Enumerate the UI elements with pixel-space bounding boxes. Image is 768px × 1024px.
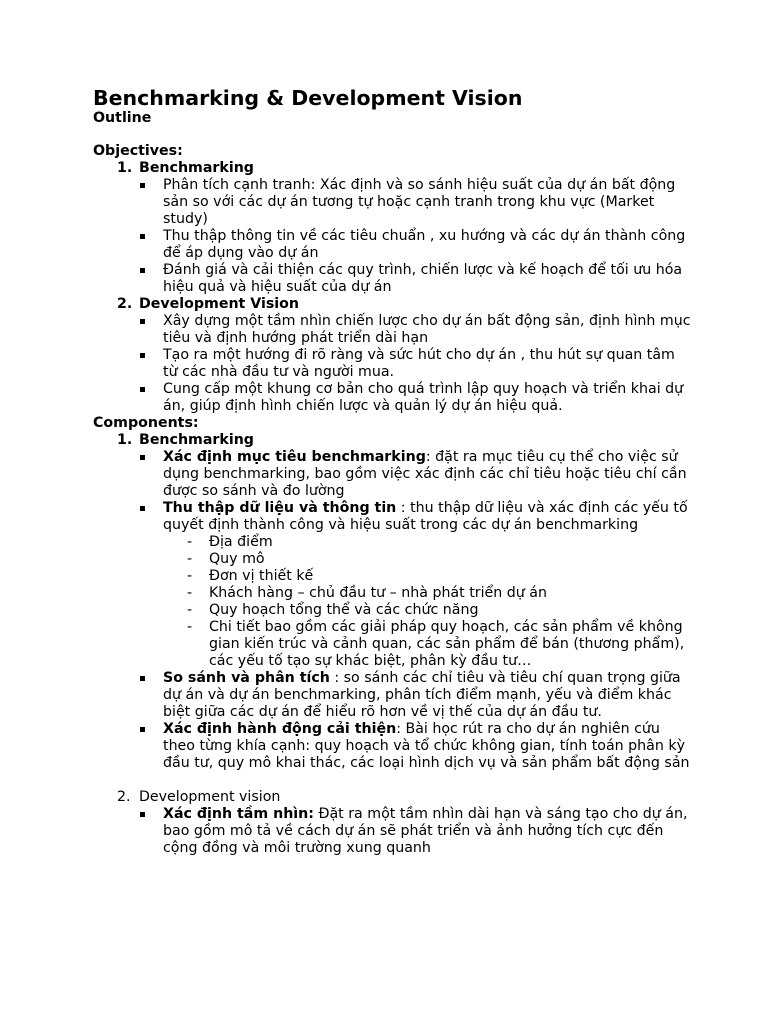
sub-list-item <box>163 534 693 551</box>
components-heading: Components: <box>93 415 199 431</box>
section-title: Benchmarking <box>139 160 254 176</box>
document-page <box>93 86 693 857</box>
sub-list <box>163 534 693 670</box>
document-subtitle: Outline <box>93 110 152 126</box>
sub-list-item <box>163 551 693 568</box>
item-text: : đặt ra mục tiêu cụ thể cho việc sử dụng benchmarking, bao gồm việc xác định các chỉ tiêu hoặc tiêu chí cần được so sánh và đo lường <box>163 449 687 499</box>
list-item <box>139 721 693 772</box>
sub-item-text: Địa điểm <box>209 534 273 550</box>
item-text: : thu thập dữ liệu và xác định các yếu tố quyết định thành công và hiệu suất trong các dự án benchmarking <box>163 500 688 533</box>
list-item: Xây dựng một tầm nhìn chiến lược cho dự án bất động sản, định hình mục tiêu và định hướng phát triển dài hạn <box>139 313 693 347</box>
item-term: So sánh và phân tích <box>163 670 330 686</box>
list-item: Cung cấp một khung cơ bản cho quá trình lập quy hoạch và triển khai dự án, giúp định hình chiến lược và quản lý dự án hiệu quả. <box>139 381 693 415</box>
bullet-list <box>139 177 693 296</box>
list-item: Tạo ra một hướng đi rõ ràng và sức hút cho dự án , thu hút sự quan tâm từ các nhà đầu tư và người mua. <box>139 347 693 381</box>
spacer <box>139 772 693 789</box>
item-text: : so sánh các chỉ tiêu và tiêu chí quan trọng giữa dự án và dự án benchmarking, phân tích điểm mạnh, yếu và điểm khác biệt giữa các dự án để hiểu rõ hơn về vị thế của dự án đầu tư. <box>163 670 681 720</box>
sub-list-item <box>163 619 693 670</box>
list-item: Đánh giá và cải thiện các quy trình, chiến lược và kế hoạch để tối ưu hóa hiệu quả và hiệu suất của dự án <box>139 262 693 296</box>
section-number: 2. <box>117 789 131 805</box>
list-item: Phân tích cạnh tranh: Xác định và so sánh hiệu suất của dự án bất động sản so với các dự án tương tự hoặc cạnh tranh trong khu vực (Market study) <box>139 177 693 228</box>
item-term: Xác định tầm nhìn: <box>163 806 314 822</box>
objectives-list <box>93 160 693 415</box>
section-number: 2. <box>117 296 133 312</box>
sub-item-text: Quy hoạch tổng thể và các chức năng <box>209 602 479 618</box>
list-item <box>139 449 693 500</box>
dash-marker: - <box>187 585 193 601</box>
list-item <box>139 500 693 670</box>
sub-item-text: Chi tiết bao gồm các giải pháp quy hoạch, các sản phẩm về không gian kiến trúc và cảnh quan, các sản phẩm để bán (thương phẩm), các yếu tố tạo sự khác biệt, phân kỳ đầu tư… <box>209 619 685 669</box>
components-list <box>93 432 693 857</box>
section-number: 1. <box>117 160 133 176</box>
bullet-list <box>139 449 693 772</box>
item-text: : Bài học rút ra cho dự án nghiên cứu theo từng khía cạnh: quy hoạch và tổ chức không gian, tính toán phân kỳ đầu tư, quy mô khai thác, các loại hình dịch vụ và sản phẩm bất động sản <box>163 721 690 771</box>
sub-item-text: Khách hàng – chủ đầu tư – nhà phát triển dự án <box>209 585 547 601</box>
sub-item-text: Quy mô <box>209 551 265 567</box>
item-term: Thu thập dữ liệu và thông tin <box>163 500 397 516</box>
item-term: Xác định mục tiêu benchmarking <box>163 449 426 465</box>
dash-marker: - <box>187 568 193 584</box>
objective-section-benchmarking <box>93 160 693 296</box>
objective-section-development-vision <box>93 296 693 415</box>
component-section-benchmarking <box>93 432 693 789</box>
list-item <box>139 806 693 857</box>
item-term: Xác định hành động cải thiện <box>163 721 397 737</box>
section-title: Benchmarking <box>139 432 254 448</box>
section-title: Development Vision <box>139 296 300 312</box>
objectives-heading: Objectives: <box>93 143 183 159</box>
bullet-list <box>139 313 693 415</box>
sub-list-item <box>163 585 693 602</box>
sub-item-text: Đơn vị thiết kế <box>209 568 314 584</box>
dash-marker: - <box>187 534 193 550</box>
section-number: 1. <box>117 432 133 448</box>
list-item: Thu thập thông tin về các tiêu chuẩn , xu hướng và các dự án thành công để áp dụng vào dự án <box>139 228 693 262</box>
dash-marker: - <box>187 619 193 635</box>
sub-list-item <box>163 568 693 585</box>
list-item <box>139 670 693 721</box>
dash-marker: - <box>187 602 193 618</box>
section-title: Development vision <box>139 789 281 805</box>
sub-list-item <box>163 602 693 619</box>
component-section-development-vision <box>93 789 693 857</box>
bullet-list <box>139 806 693 857</box>
dash-marker: - <box>187 551 193 567</box>
item-text: Đặt ra một tầm nhìn dài hạn và sáng tạo cho dự án, bao gồm mô tả về cách dự án sẽ phát triển và ảnh hưởng tích cực đến cộng đồng và môi trường xung quanh <box>163 806 688 856</box>
document-title: Benchmarking & Development Vision <box>93 86 523 110</box>
